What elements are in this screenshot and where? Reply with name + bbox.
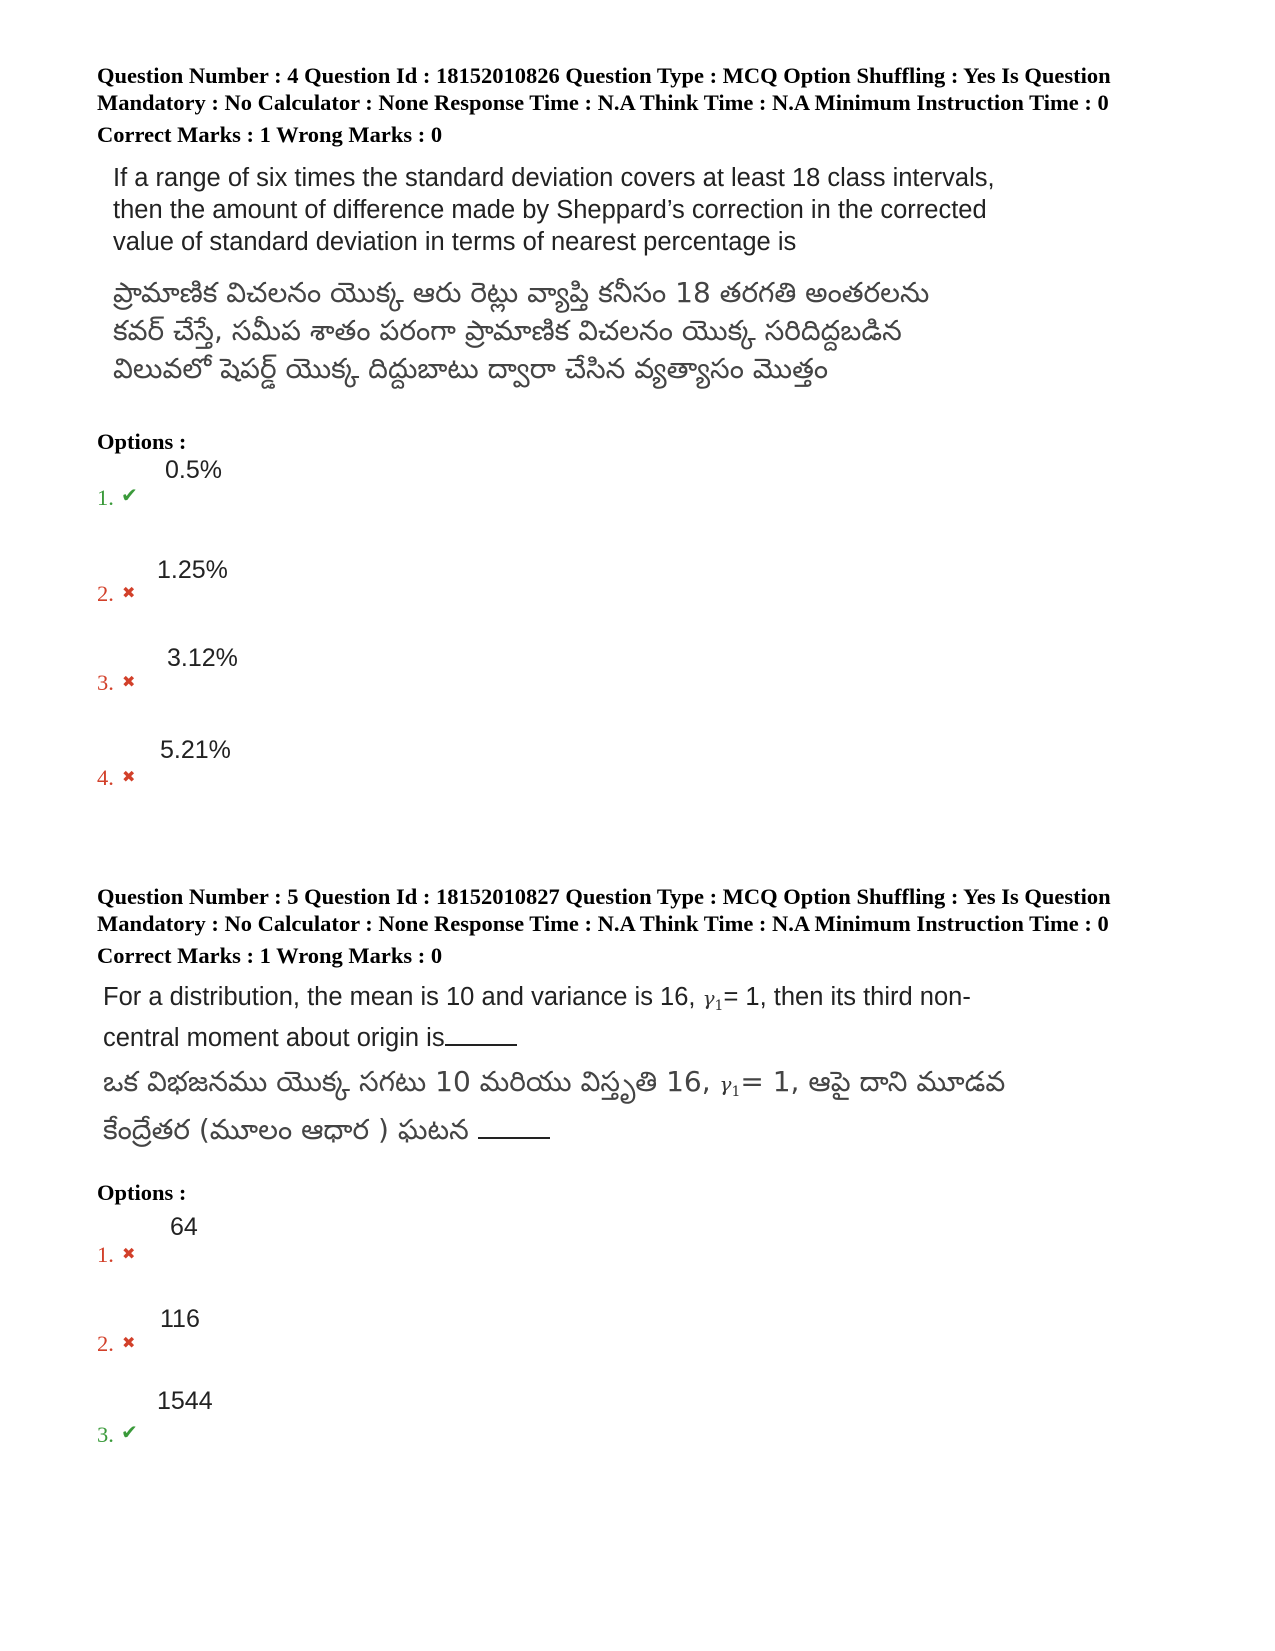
gamma-letter: γ [702, 986, 715, 1010]
gamma-letter: γ [719, 1072, 732, 1096]
cross-icon: ✖ [122, 1244, 136, 1263]
text-segment: = 1, ఆపై దాని మూడవ [740, 1065, 1006, 1098]
text-segment: ఒక విభజనము యొక్క సగటు 10 మరియు విస్తృతి 16, [103, 1065, 720, 1098]
question-meta-line-2: Mandatory : No Calculator : None Response Time : N.A Think Time : N.A Minimum Instruction Time : 0 [97, 90, 1109, 115]
question-text-english [113, 162, 995, 258]
option-text: 116 [160, 1305, 200, 1333]
answer-blank [445, 1043, 517, 1046]
cross-icon: ✖ [122, 1333, 136, 1352]
text-segment: కేంద్రేతర (మూలం ఆధార ) ఘటన [103, 1113, 478, 1146]
gamma-subscript: 1 [731, 1084, 741, 1100]
option-text: 1.25% [157, 556, 228, 584]
telugu-text-line: ప్రామాణిక విచలనం యొక్క ఆరు రెట్లు వ్యాప్తి కనీసం 18 తరగతి అంతరలను [113, 276, 930, 309]
option-1 [97, 1213, 497, 1273]
option-number: 2. [97, 1331, 114, 1356]
cross-icon: ✖ [122, 767, 136, 786]
option-number: 3. [97, 670, 114, 695]
option-number: 3. [97, 1422, 114, 1447]
checkmark-icon: ✔ [121, 483, 138, 507]
option-3 [97, 644, 497, 704]
option-text: 5.21% [160, 736, 231, 764]
question-text-line [103, 981, 971, 1022]
checkmark-icon: ✔ [121, 1420, 138, 1444]
cross-icon: ✖ [122, 672, 136, 691]
option-3 [97, 1387, 497, 1447]
answer-blank [478, 1136, 550, 1139]
text-segment: = 1, then its third non- [723, 983, 971, 1011]
option-text: 1544 [157, 1387, 213, 1415]
question-text-english [103, 981, 971, 1054]
text-segment: central moment about origin is [103, 1024, 445, 1052]
option-number: 4. [97, 765, 114, 790]
option-number: 2. [97, 581, 114, 606]
telugu-text-line [103, 1111, 1005, 1149]
option-number: 1. [97, 1242, 114, 1267]
gamma-subscript: 1 [714, 998, 724, 1014]
question-block-5 [97, 883, 1197, 1447]
option-number: 1. [97, 485, 114, 510]
option-text: 64 [170, 1213, 198, 1241]
question-meta-line-1: Question Number : 5 Question Id : 18152010827 Question Type : MCQ Option Shuffling : Yes Is Question [97, 884, 1111, 909]
option-text: 3.12% [167, 644, 238, 672]
question-marks: Correct Marks : 1 Wrong Marks : 0 [97, 122, 443, 147]
question-marks: Correct Marks : 1 Wrong Marks : 0 [97, 943, 443, 968]
question-text-line: value of standard deviation in terms of nearest percentage is [113, 228, 797, 256]
options-label: Options : [97, 429, 187, 454]
gamma-symbol [719, 1072, 741, 1100]
question-text-line: If a range of six times the standard deviation covers at least 18 class intervals, [113, 164, 995, 192]
option-2 [97, 1305, 497, 1365]
question-text-telugu [103, 1063, 1005, 1149]
question-text-line: then the amount of difference made by Sheppard’s correction in the corrected [113, 196, 987, 224]
gamma-symbol [702, 986, 724, 1014]
option-1 [97, 456, 497, 516]
option-2 [97, 556, 497, 616]
question-meta-line-2: Mandatory : No Calculator : None Response Time : N.A Think Time : N.A Minimum Instruction Time : 0 [97, 911, 1109, 936]
text-segment: For a distribution, the mean is 10 and variance is 16, [103, 983, 703, 1011]
question-meta-line-1: Question Number : 4 Question Id : 18152010826 Question Type : MCQ Option Shuffling : Yes Is Question [97, 63, 1111, 88]
question-text-telugu [113, 274, 929, 388]
telugu-text-line: విలువలో షెపర్డ్ యొక్క దిద్దుబాటు ద్వారా చేసిన వ్యత్యాసం మొత్తం [113, 352, 829, 385]
telugu-text-line: కవర్ చేస్తే, సమీప శాతం పరంగా ప్రామాణిక విచలనం యొక్క సరిదిద్దబడిన [113, 314, 902, 347]
question-meta [97, 883, 1197, 937]
option-4 [97, 736, 497, 796]
telugu-text-line [103, 1063, 1005, 1111]
question-meta [97, 62, 1197, 116]
cross-icon: ✖ [122, 583, 136, 602]
option-text: 0.5% [165, 456, 222, 484]
question-text-line [103, 1022, 971, 1054]
question-block-4 [97, 62, 1197, 790]
options-label: Options : [97, 1180, 187, 1205]
